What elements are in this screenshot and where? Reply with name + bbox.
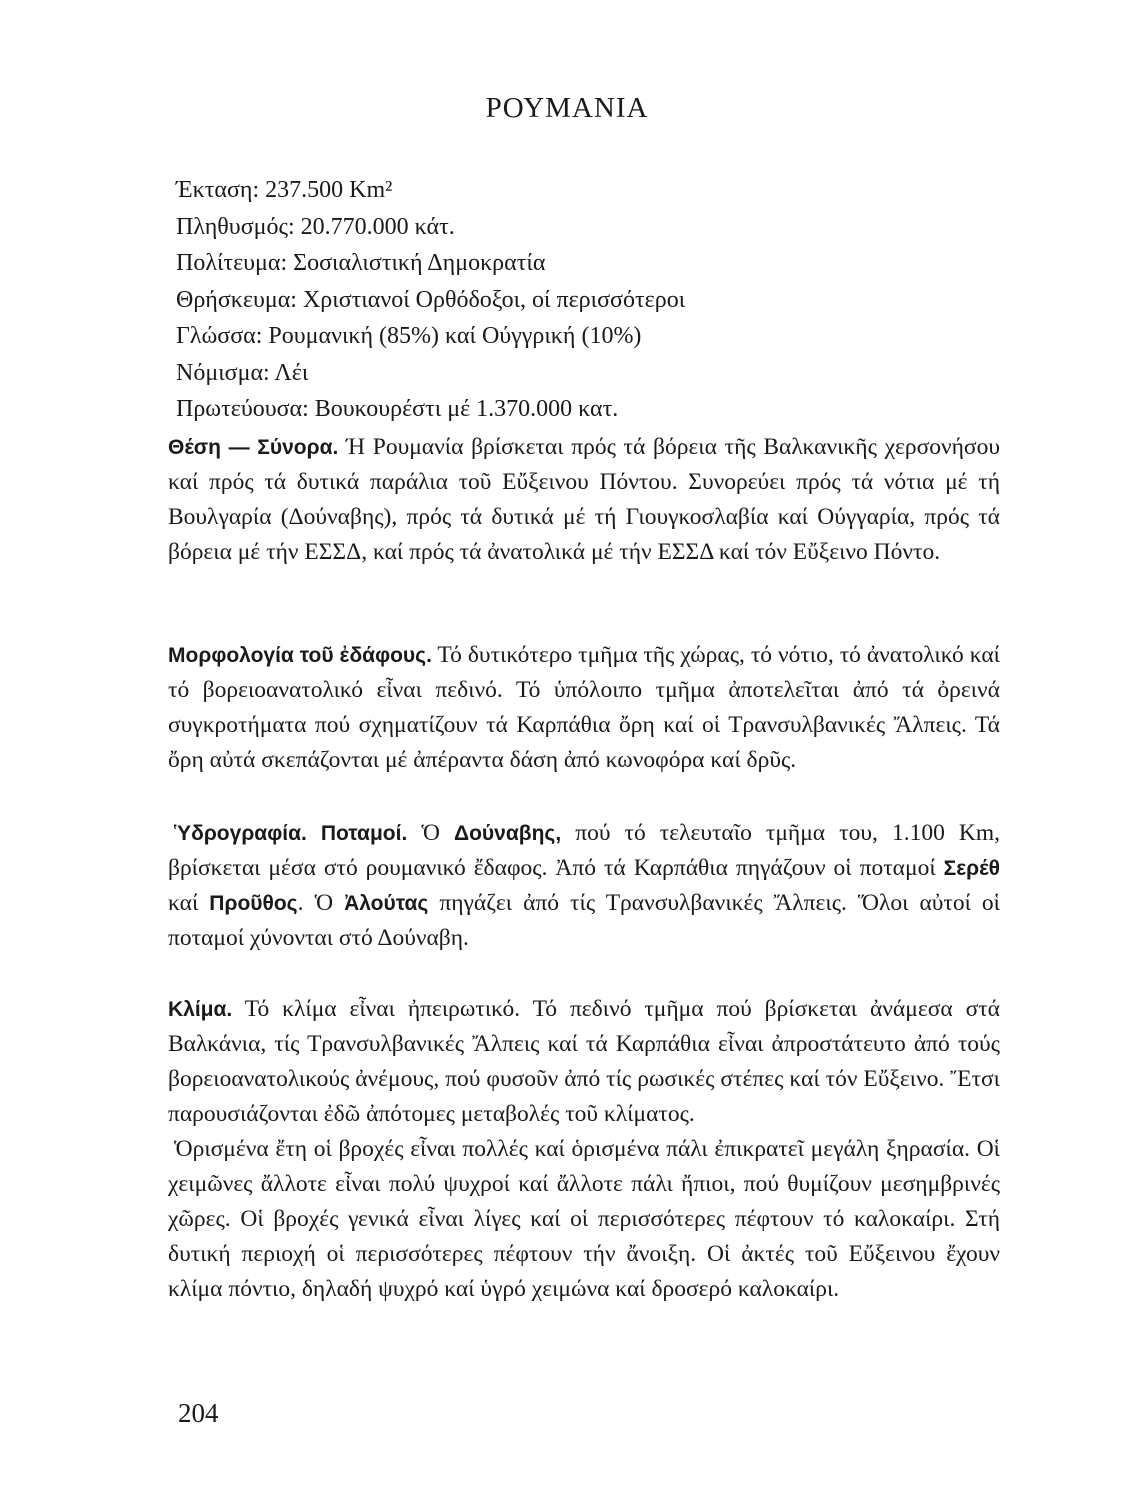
section-heading: Θέση — Σύνορα. [168,436,339,459]
section-text: Ή Ρουμανία βρίσκεται πρός τά βόρεια τῆς Βαλκανικῆς χερσονήσου καί πρός τά δυτικά παράλια τοῦ Εὔξεινου Πόντου. Συνορεύει πρός τά νότια μέ τή Βουλγαρία (Δούναβης), πρός τά δυτικά μέ τή Γιουγκοσλαβία καί Ούγγαρία, πρός τά βόρεια μέ τήν ΕΣΣΔ, καί πρός τά ἀνατολικά μέ τήν ΕΣΣΔ καί τόν Εὔξεινο Πόντο. [168,434,1000,565]
fact-area: Έκταση: 237.500 Km² [176,177,393,203]
section-morphology [168,638,1000,778]
river-olt: Ἀλούτας [344,892,429,915]
country-facts [176,172,685,428]
fact-language: Γλώσσα: Ρουμανική (85%) καί Ούγγρική (10%) [176,323,642,349]
fact-government: Πολίτευμα: Σοσιαλιστική Δημοκρατία [176,250,546,276]
page-number: 204 [178,1398,219,1428]
fact-religion: Θρήσκευμα: Χριστιανοί Ορθόδοξοι, οί περισσότεροι [176,286,686,313]
section-text: Ὁ [407,820,455,846]
section-text: πού τό τελευταῖο τμῆμα του, 1.100 Km, βρίσκεται μέσα στό ρουμανικό ἔδαφος. Ἀπό τά Καρπάθια πηγάζουν οἱ ποταμοί [168,820,1001,881]
page-title: ΡΟΥΜΑΝΙΑ [485,92,649,124]
section-text: . Ὁ [297,890,345,916]
section-text: Τό κλίμα εἶναι ἠπειρωτικό. Τό πεδινό τμῆμα πού βρίσκεται ἀνάμεσα στά Βαλκάνια, τίς Τρανσυλβανικές Ἄλπεις καί τά Καρπάθια εἶναι ἀπροστάτευτο ἀπό τούς βορειοανατολικούς ἀνέμους, πού φυσοῦν ἀπό τίς ρωσικές στέπες καί τόν Εὔξεινο. Ἔτσι παρουσιάζονται ἐδῶ ἀπότομες μεταβολές τοῦ κλίματος. [168,996,1000,1127]
section-text: καί [168,890,210,916]
fact-capital: Πρωτεύουσα: Βουκουρέστι μέ 1.370.000 κατ. [176,396,619,422]
section-heading: Κλίμα. [168,998,233,1021]
river-danube: Δούναβης, [454,822,562,845]
climate-paragraph-2: Ὁρισμένα ἔτη οἱ βροχές εἶναι πολλές καί ὁρισμένα πάλι ἐπικρατεῖ μεγάλη ξηρασία. Οἱ χειμῶνες ἄλλοτε εἶναι πολύ ψυχροί καί ἄλλοτε πάλι ἤπιοι, πού θυμίζουν μεσημβρινές χῶρες. Οἱ βροχές γενικά εἶναι λίγες καί οἱ περισσότερες πέφτουν τό καλοκαίρι. Στή δυτική περιοχή οἱ περισσότερες πέφτουν τήν ἄνοιξη. Οἱ ἀκτές τοῦ Εὔξεινου ἔχουν κλίμα πόντιο, δηλαδή ψυχρό καί ὑγρό χειμώνα καί δροσερό καλοκαίρι. [168,1136,1000,1302]
fact-population: Πληθυσμός: 20.770.000 κάτ. [176,213,455,240]
section-heading: Μορφολογία τοῦ ἐδάφους. [168,644,432,667]
section-climate [168,992,1000,1307]
section-borders [168,430,1000,570]
river-prut: Προῦθος [209,892,298,915]
fact-currency: Νόμισμα: Λέι [176,359,309,386]
section-text: Τό δυτικότερο τμῆμα τῆς χώρας, τό νότιο, τό ἀνατολικό καί τό βορειοανατολικό εἶναι πεδινό. Τό ὑπόλοιπο τμῆμα ἀποτελεῖται ἀπό τά ὀρεινά συγκροτήματα πού σχηματίζουν τά Καρπάθια ὄρη καί οἱ Τρανσυλβανικές Ἄλπεις. Τά ὄρη αὐτά σκεπάζονται μέ ἀπέραντα δάση ἀπό κωνοφόρα καί δρῦς. [168,642,1000,773]
section-heading: Ὑδρογραφία. Ποταμοί. [174,822,408,845]
river-siret: Σερέθ [943,857,1000,880]
section-hydrography [168,816,1000,956]
section-text: πηγάζει ἀπό τίς Τρανσυλβανικές Ἄλπεις. Ὅλοι αὐτοί οἱ ποταμοί χύνονται στό Δούναβη. [168,890,1000,951]
